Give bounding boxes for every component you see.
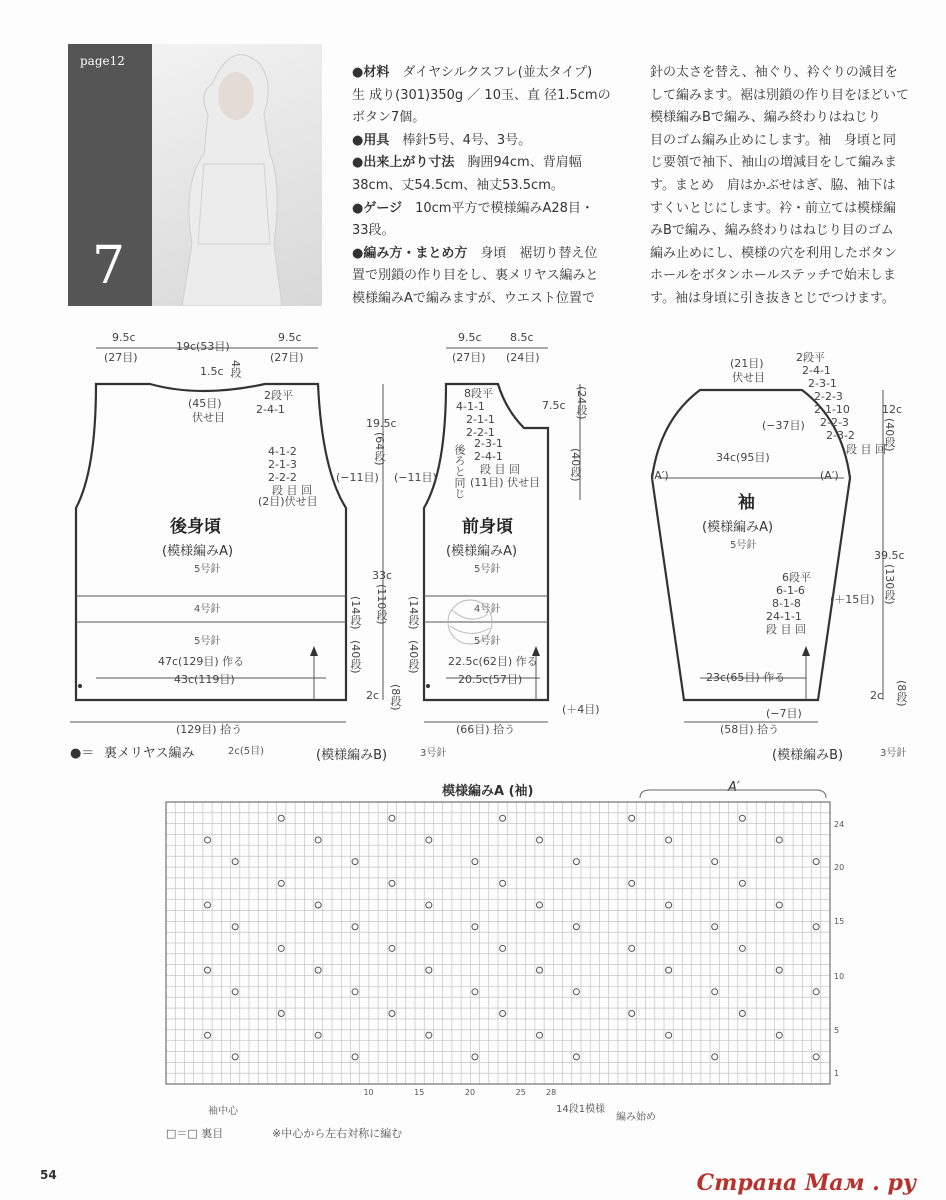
instruction-text: 胸囲94cm、背肩幅 [454, 155, 582, 171]
yarn-over-symbol [712, 924, 718, 930]
front-width-22: 22.5c(62目) 作る [448, 655, 538, 668]
yarn-over-symbol [776, 837, 782, 843]
front-top-left: 9.5c [458, 331, 482, 344]
back-top-mid: 19c(53目) [176, 340, 230, 353]
yarn-over-symbol [629, 815, 635, 821]
sleeve-len-rows: (130段) [883, 564, 896, 605]
dim-rows-40-front: (40段) [407, 640, 420, 674]
yarn-over-symbol [739, 880, 745, 886]
front-neck-2: 4-1-1 [456, 400, 485, 413]
instruction-text: 38cm、丈54.5cm、袖丈53.5cm。 [352, 177, 564, 193]
yarn-over-symbol [776, 902, 782, 908]
instruction-text: 身頃 裾切り替え位 [467, 245, 598, 261]
yarn-over-symbol [666, 1032, 672, 1038]
sleeve-inc-4: 24-1-1 [766, 610, 802, 623]
chart-a-label: A′ [728, 780, 740, 795]
back-title: 後身頃 [170, 517, 221, 537]
front-neck-7: 段 目 回 [480, 463, 520, 476]
yarn-over-symbol [712, 1054, 718, 1060]
yarn-over-symbol [813, 1054, 819, 1060]
front-top-right: 8.5c [510, 331, 534, 344]
yarn-over-symbol [389, 1011, 395, 1017]
front-neck-6: 2-4-1 [474, 450, 503, 463]
sleeve-h2: 2c [870, 689, 884, 702]
instruction-line: じ要領で袖下、袖山の増減目をして編みま [650, 155, 898, 171]
chart-row-number: 10 [834, 971, 845, 981]
yarn-over-symbol [537, 902, 543, 908]
front-width-20: 20.5c(57目) [458, 673, 523, 686]
yarn-over-symbol [232, 924, 238, 930]
yarn-over-symbol [500, 1011, 506, 1017]
sleeve-cap-top: (21目) [730, 357, 764, 370]
back-shoulder-2: 2-4-1 [256, 403, 285, 416]
page-reference: page12 [80, 54, 125, 68]
yarn-over-symbol [472, 859, 478, 865]
back-arm-1: 4-1-2 [268, 445, 297, 458]
dim-rows-14-front: (14段) [407, 596, 420, 630]
front-pickup: (66目) 拾う [456, 723, 516, 736]
yarn-over-symbol [472, 1054, 478, 1060]
front-needle-4: 4号針 [474, 604, 501, 615]
sleeve-inc-total: (＋15目) [830, 593, 875, 606]
yarn-over-symbol [629, 945, 635, 951]
chart-col-number: 25 [515, 1088, 526, 1097]
instruction-label: ●出来上がり寸法 [352, 155, 455, 171]
instruction-label: ●用具 [352, 132, 390, 148]
watermark: Страна Мам . ру [696, 1170, 916, 1196]
back-width-43: 43c(119目) [174, 673, 235, 686]
yarn-over-symbol [813, 989, 819, 995]
sleeve-width-34: 34c(95目) [716, 451, 770, 464]
front-neck-8: (11目) 伏せ目 [470, 476, 541, 489]
sleeve-cap-h: 12c [882, 403, 903, 416]
chart-col-number: 10 [363, 1088, 374, 1097]
back-neck-bind: (45目) [188, 397, 222, 410]
yarn-over-symbol [232, 989, 238, 995]
yarn-over-symbol [500, 880, 506, 886]
back-neck-rows: 4段 [229, 360, 242, 378]
yarn-over-symbol [426, 967, 432, 973]
yarn-over-symbol [666, 902, 672, 908]
instruction-line: す。まとめ 肩はかぶせはぎ、脇、袖下は [650, 177, 896, 193]
sleeve-cap-6: 2-2-3 [820, 416, 849, 429]
instruction-text: ダイヤシルクスフレ(並太タイプ) [389, 65, 593, 80]
yarn-over-symbol [472, 989, 478, 995]
sleeve-cap-4: 2-2-3 [814, 390, 843, 403]
chart-repeat: 14段1模様 [556, 1104, 606, 1115]
yarn-over-symbol [500, 815, 506, 821]
front-neck-5: 2-3-1 [474, 437, 503, 450]
sleeve-dec7: (−7目) [766, 707, 802, 720]
instruction-line: す。袖は身頃に引き抜きとじでつけます。 [650, 290, 895, 306]
front-side-dec: (−11目) [394, 471, 437, 484]
yarn-over-symbol [739, 945, 745, 951]
sleeve-title: 袖 [738, 493, 755, 513]
chart-key: □＝□ 裏目 [166, 1127, 224, 1140]
yarn-over-symbol [278, 880, 284, 886]
yarn-over-symbol [537, 1032, 543, 1038]
back-needle-5: 5号針 [194, 564, 221, 575]
chart-row-number: 5 [834, 1025, 840, 1035]
yarn-over-symbol [666, 967, 672, 973]
back-arm-2: 2-1-3 [268, 458, 297, 471]
back-width-47: 47c(129目) 作る [158, 655, 245, 668]
front-plus4: (＋4目) [562, 703, 600, 716]
instruction-line: すくいとじにします。衿・前立ては模様編 [650, 200, 896, 216]
yarn-over-symbol [739, 815, 745, 821]
chart-sleeve-center: 袖中心 [208, 1106, 238, 1117]
back-bottom-needle: 3号針 [420, 748, 447, 759]
instruction-label: ●ゲージ [352, 200, 403, 216]
back-pattern: (模様編みA) [162, 544, 234, 559]
page-number: 54 [40, 1168, 57, 1182]
yarn-over-symbol [205, 967, 211, 973]
yarn-over-symbol [389, 945, 395, 951]
dim-2-rows: (8段) [389, 684, 402, 711]
back-shoulder-1: 2段平 [264, 389, 293, 402]
yarn-over-symbol [205, 1032, 211, 1038]
instruction-line: みBで編み、編み終わりはねじり目のゴム [650, 223, 894, 239]
yarn-over-symbol [315, 967, 321, 973]
yarn-over-symbol [352, 859, 358, 865]
instruction-line: 目のゴム編み止めにします。袖 身頃と同 [650, 132, 896, 148]
legend-dot: ●＝ [70, 746, 95, 761]
instruction-text: 生 成り(301)350g ／ 10玉、直 径1.5cmの [352, 87, 611, 103]
back-arm-3: 2-2-2 [268, 471, 297, 484]
yarn-over-symbol [426, 1032, 432, 1038]
yarn-over-symbol [573, 859, 579, 865]
instruction-text: 模様編みAで編みますが、ウエスト位置で [352, 290, 595, 306]
yarn-over-symbol [537, 837, 543, 843]
front-neck-3: 2-1-1 [466, 413, 495, 426]
instruction-label: ●編み方・まとめ方 [352, 245, 468, 261]
front-neck-1: 8段平 [464, 387, 493, 400]
dim-33-rows: (110段) [375, 584, 388, 625]
instruction-text: ボタン7個。 [352, 110, 426, 126]
yarn-over-symbol [739, 1011, 745, 1017]
chart-note: ※中心から左右対称に編む [272, 1127, 403, 1140]
yarn-over-symbol [629, 1011, 635, 1017]
yarn-over-symbol [315, 837, 321, 843]
yarn-over-symbol [813, 924, 819, 930]
yarn-over-symbol [352, 924, 358, 930]
yarn-over-symbol [315, 902, 321, 908]
legend-rev-len: 2c(5目) [228, 746, 265, 757]
yarn-over-symbol [278, 945, 284, 951]
front-neck-4: 2-2-1 [466, 426, 495, 439]
yarn-over-symbol [389, 815, 395, 821]
yarn-over-symbol [537, 967, 543, 973]
sleeve-bottom-needle: 3号針 [880, 748, 907, 759]
yarn-over-symbol [426, 837, 432, 843]
sleeve-cap-top2: 伏せ目 [732, 371, 765, 384]
legend-rev-st: 裏メリヤス編み [104, 746, 195, 761]
chart-col-number: 15 [414, 1088, 425, 1097]
dim-rows-14: (14段) [349, 596, 362, 630]
yarn-over-symbol [205, 837, 211, 843]
instruction-line: して編みます。裾は別鎖の作り目をほどいて [650, 87, 909, 103]
chart-row-number: 24 [834, 819, 845, 829]
sleeve-cap-8: 段 目 回 [846, 443, 886, 456]
front-pattern: (模様編みA) [446, 544, 518, 559]
sleeve-a-right: (A′) [820, 469, 839, 482]
front-top-right-st: (24目) [506, 351, 540, 364]
sleeve-cap-7: 2-3-2 [826, 429, 855, 442]
yarn-over-symbol [776, 967, 782, 973]
sleeve-inc-2: 6-1-6 [776, 584, 805, 597]
yarn-over-symbol [573, 1054, 579, 1060]
instruction-text: 置で別鎖の作り目をし、裏メリヤス編みと [352, 268, 599, 284]
yarn-over-symbol [352, 989, 358, 995]
sleeve-width-23: 23c(65目) 作る [706, 671, 786, 684]
sleeve-inc-3: 8-1-8 [772, 597, 801, 610]
yarn-over-symbol [232, 1054, 238, 1060]
front-needle-5b: 5号針 [474, 636, 501, 647]
sleeve-cap-dec: (−37目) [762, 419, 805, 432]
back-pickup: (129目) 拾う [176, 723, 243, 736]
instruction-line: 編み止めにし、模様の穴を利用したボタン [650, 245, 898, 261]
sleeve-inc-5: 段 目 回 [766, 623, 806, 636]
back-arm-5: (2目)伏せ目 [258, 495, 318, 508]
front-neck-h: 7.5c [542, 399, 566, 412]
yarn-over-symbol [629, 880, 635, 886]
back-top-right: 9.5c [278, 331, 302, 344]
front-neck-rows2: (40段) [569, 448, 582, 482]
back-top-left: 9.5c [112, 331, 136, 344]
back-neck-bind2: 伏せ目 [192, 411, 225, 424]
back-needle-5b: 5号針 [194, 636, 221, 647]
chart-row-number: 15 [834, 917, 845, 927]
sleeve-cap-1: 2段平 [796, 351, 825, 364]
front-title: 前身頃 [462, 517, 513, 537]
sleeve-cap-5: 2-1-10 [814, 403, 850, 416]
dim-19-5-rows: (64段) [373, 432, 386, 466]
back-neck-h: 1.5c [200, 365, 224, 378]
dim-rows-40: (40段) [349, 640, 362, 674]
sleeve-needle-5: 5号針 [730, 540, 757, 551]
sleeve-pickup: (58目) 拾う [720, 723, 780, 736]
chart-row-number: 20 [834, 863, 845, 873]
yarn-over-symbol [232, 859, 238, 865]
sleeve-cap-2: 2-4-1 [802, 364, 831, 377]
instruction-line: 針の太さを替え、袖ぐり、衿ぐりの減目を [650, 65, 898, 80]
sleeve-cap-3: 2-3-1 [808, 377, 837, 390]
back-bottom-pattern: (模様編みB) [316, 748, 388, 763]
chart-row-number: 1 [834, 1069, 840, 1079]
sleeve-len: 39.5c [874, 549, 905, 562]
yarn-over-symbol [813, 859, 819, 865]
front-same-as-back: 後ろと同じ [453, 444, 466, 499]
dim-33: 33c [372, 569, 393, 582]
instruction-text: 棒針5号、4号、3号。 [389, 132, 532, 148]
front-top-left-st: (27目) [452, 351, 486, 364]
yarn-over-symbol [426, 902, 432, 908]
yarn-over-symbol [776, 1032, 782, 1038]
yarn-over-symbol [278, 1011, 284, 1017]
dim-19-5: 19.5c [366, 417, 397, 430]
back-top-right-st: (27目) [270, 351, 304, 364]
instruction-line: ホールをボタンホールステッチで始末しま [650, 268, 896, 284]
yarn-over-symbol [389, 880, 395, 886]
sleeve-bottom-pattern: (模様編みB) [772, 748, 844, 763]
yarn-over-symbol [712, 859, 718, 865]
chart-title: 模様編みA (袖) [442, 784, 534, 799]
yarn-over-symbol [205, 902, 211, 908]
yarn-over-symbol [573, 989, 579, 995]
instruction-label: ●材料 [352, 65, 390, 80]
yarn-over-symbol [573, 924, 579, 930]
chart-col-number: 20 [464, 1088, 476, 1097]
instruction-text: 10cm平方で模様編みA28目・ [402, 200, 594, 216]
instruction-text: 33段。 [352, 223, 395, 239]
chart-start: 編み始め [616, 1112, 656, 1123]
yarn-over-symbol [712, 989, 718, 995]
dim-2: 2c [366, 689, 380, 702]
yarn-over-symbol [472, 924, 478, 930]
sleeve-a-left: (A′) [650, 469, 669, 482]
sleeve-cap-rows: (40段) [883, 418, 896, 452]
instruction-line: 模様編みBで編み、編み終わりはねじり [650, 110, 881, 126]
sleeve-h2-rows: (8段) [895, 680, 908, 707]
yarn-over-symbol [666, 837, 672, 843]
back-needle-4: 4号針 [194, 604, 221, 615]
yarn-over-symbol [278, 815, 284, 821]
pattern-number: 7 [92, 236, 126, 296]
back-top-left-st: (27目) [104, 351, 138, 364]
yarn-over-symbol [315, 1032, 321, 1038]
yarn-over-symbol [500, 945, 506, 951]
front-needle-5: 5号針 [474, 564, 501, 575]
yarn-over-symbol [352, 1054, 358, 1060]
sleeve-pattern: (模様編みA) [702, 520, 774, 535]
front-neck-h-rows: (24段) [575, 386, 588, 420]
back-side-dec: (−11目) [336, 471, 379, 484]
back-arm-4: 段 目 回 [272, 484, 312, 497]
sleeve-inc-1: 6段平 [782, 571, 811, 584]
chart-col-number: 28 [546, 1088, 557, 1097]
